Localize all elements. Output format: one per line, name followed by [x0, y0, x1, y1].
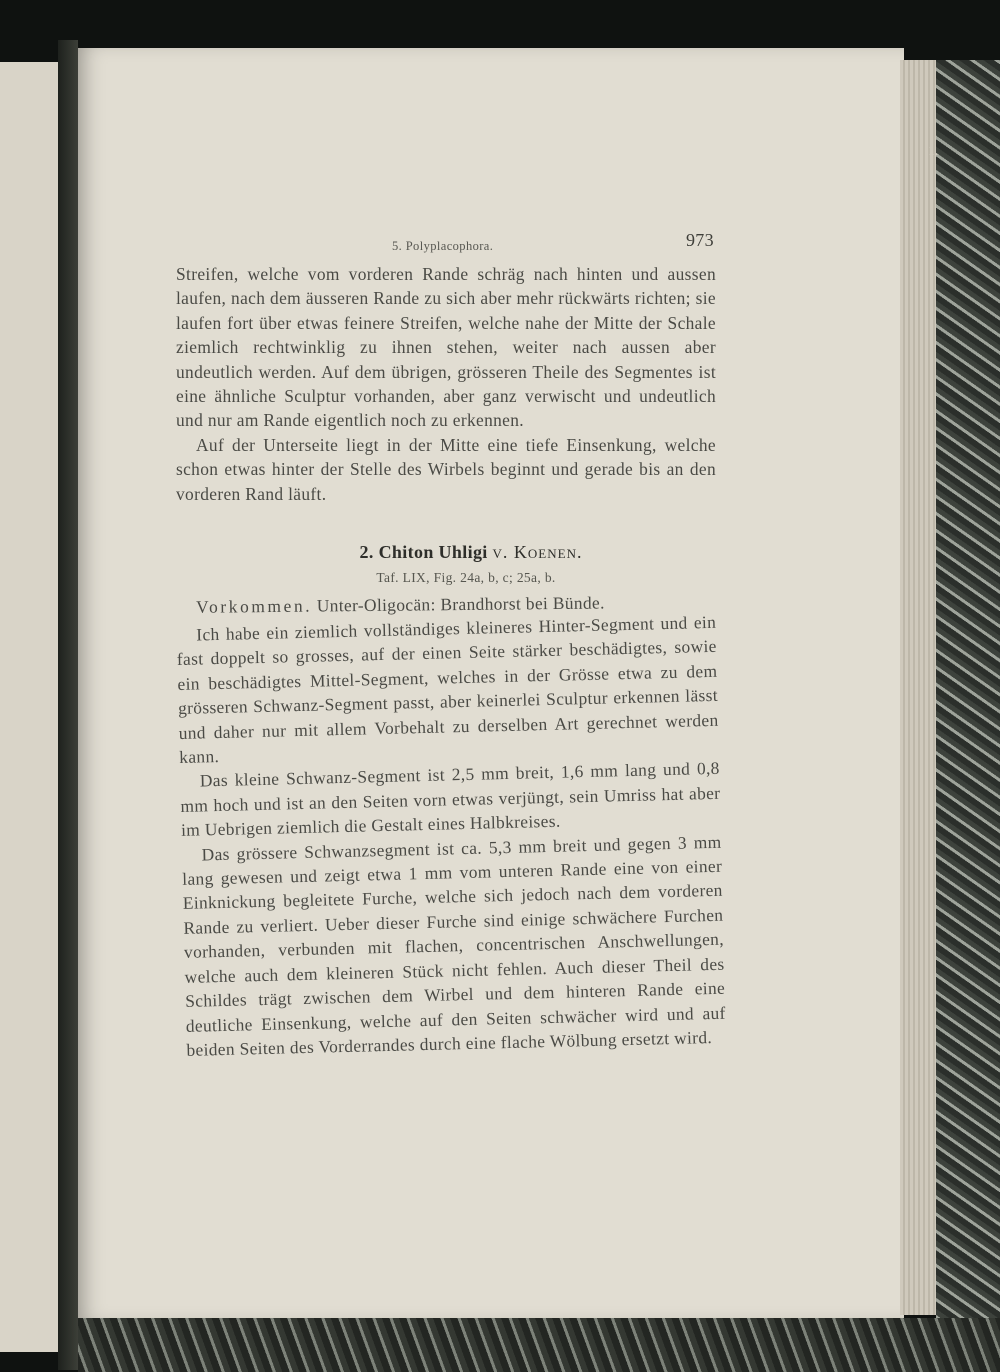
paragraph-small-segment: Das kleine Schwanz-Segment ist 2,5 mm breit, 1,6 mm lang und 0,8 mm hoch und ist an den Seiten vorn etwas verjüngt, sein Umriss hat aber im Uebrigen ziemlich die Gestalt eines Halbkreises. — [180, 758, 721, 841]
marbled-cover — [936, 60, 1000, 1360]
edge-mark: 1. — [928, 144, 939, 159]
description-block — [176, 610, 727, 1062]
paragraph-underside: Auf der Unterseite liegt in der Mitte eine tiefe Einsenkung, welche schon etwas hinter der Stelle des Wirbels beginnt und gerade bis an den vorderen Rand läuft. — [176, 434, 716, 504]
occurrence-label: Vorkommen. — [196, 595, 313, 617]
running-head — [176, 228, 716, 258]
page-content — [176, 228, 726, 1063]
occurrence-text: Unter-Oligocän: Brandhorst bei Bünde. — [316, 592, 605, 616]
species-author: v. Koenen. — [492, 542, 583, 563]
book-gutter — [58, 40, 78, 1370]
marbled-cover-bottom — [78, 1318, 1000, 1372]
species-number: 2. — [359, 542, 374, 563]
paragraph-continuation: Streifen, welche vom vorderen Rande schräg nach hinten und aussen laufen, nach dem äusseren Rande zu sich aber mehr rückwärts richten; sie laufen fort über etwas feinere Streifen, welche nahe der Mitte der Schale ziemlich rechtwinklig zu ihnen stehen, weiter nach aussen aber undeutlich werden. Auf dem übrigen, grösseren Theile des Segmentes ist eine ähnliche Sculptur vorhanden, aber ganz verwischt und undeutlich und nur am Rande eigentlich noch zu erkennen. — [176, 264, 716, 431]
species-heading — [176, 540, 716, 564]
paragraph-large-segment: Das grössere Schwanzsegment ist ca. 5,3 mm breit und gegen 3 mm lang gewesen und zeigt etwa 1 mm vom unteren Rande eine von einer Einknickung begleitete Furche, welche sich jedoch nach dem vorderen Rande zu verliert. Ueber dieser Furche sind einige schwächere Furchen vorhanden, verbunden mit flachen, concentrischen Anschwellungen, welche auch dem kleineren Stück nicht fehlen. Auch dieser Theil des Schildes trägt zwischen dem Wirbel und dem hinteren Rande eine deutliche Einsenkung, welche auf den Seiten schwächer wird und auf beiden Seiten des Vorderrandes durch eine flache Wölbung ersetzt wird. — [182, 831, 726, 1061]
running-title: 5. Polyplacophora. — [392, 239, 494, 253]
plate-reference: Taf. LIX, Fig. 24a, b, c; 25a, b. — [376, 570, 556, 586]
page-stack-edge — [900, 60, 936, 1315]
page-number: 973 — [685, 230, 714, 250]
paragraph-material: Ich habe ein ziemlich vollständiges kleineres Hinter-Segment und ein fast doppelt so grosses, auf der einen Seite stärker beschädigtes, sowie ein beschädigtes Mittel-Segment, welches in der Grösse etwa zu dem grösseren Schwanz-Segment passt, aber keinerlei Sculptur erkennen lässt und daher nur mit allem Vorbehalt zu derselben Art gerechnet werden kann. — [176, 612, 719, 768]
facing-page-edge — [0, 62, 61, 1352]
species-name: Chiton Uhligi — [378, 542, 488, 563]
